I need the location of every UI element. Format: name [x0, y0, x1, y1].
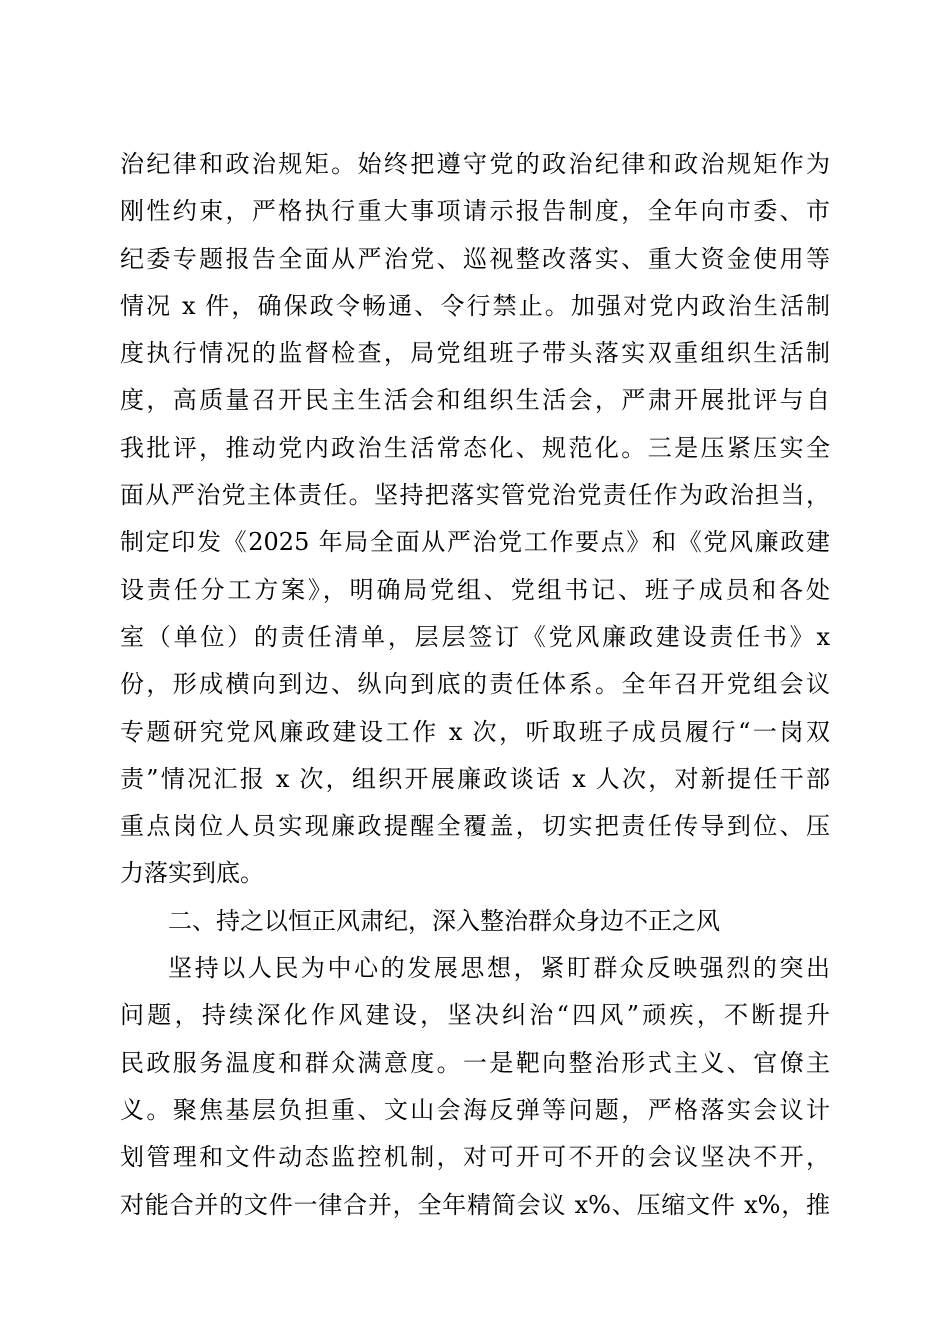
section-heading: 二、持之以恒正风肃纪，深入整治群众身边不正之风 [168, 906, 720, 935]
body-line: 度，高质量召开民主生活会和组织生活会，严肃开展批评与自 [120, 386, 830, 415]
paragraph-end-line: 力落实到底。 [120, 859, 264, 888]
body-line: 刚性约束，严格执行重大事项请示报告制度，全年向市委、市 [120, 197, 830, 226]
body-line: 份，形成横向到边、纵向到底的责任体系。全年召开党组会议 [120, 670, 830, 699]
body-line: 责”情况汇报 x 次，组织开展廉政谈话 x 人次，对新提任干部 [120, 764, 830, 793]
body-line: 划管理和文件动态监控机制，对可开可不开的会议坚决不开， [120, 1143, 830, 1172]
body-line: 对能合并的文件一律合并，全年精简会议 x%、压缩文件 x%，推 [120, 1190, 830, 1219]
body-line: 室（单位）的责任清单，层层签订《党风廉政建设责任书》x [120, 622, 830, 651]
body-line: 制定印发《2025 年局全面从严治党工作要点》和《党风廉政建 [120, 528, 830, 557]
body-line: 民政服务温度和群众满意度。一是靶向整治形式主义、官僚主 [120, 1048, 830, 1077]
body-line: 专题研究党风廉政建设工作 x 次，听取班子成员履行“一岗双 [120, 717, 830, 746]
body-line: 义。聚焦基层负担重、文山会海反弹等问题，严格落实会议计 [120, 1095, 830, 1124]
body-line: 情况 x 件，确保政令畅通、令行禁止。加强对党内政治生活制 [120, 291, 830, 320]
paragraph-first-line: 坚持以人民为中心的发展思想，紧盯群众反映强烈的突出 [168, 954, 830, 983]
body-line: 面从严治党主体责任。坚持把落实管党治党责任作为政治担当， [120, 481, 830, 510]
body-line: 我批评，推动党内政治生活常态化、规范化。三是压紧压实全 [120, 433, 830, 462]
body-line: 问题，持续深化作风建设，坚决纠治“四风”顽疾，不断提升 [120, 1001, 830, 1030]
document-body [120, 141, 830, 1229]
body-line: 重点岗位人员实现廉政提醒全覆盖，切实把责任传导到位、压 [120, 812, 830, 841]
body-line: 治纪律和政治规矩。始终把遵守党的政治纪律和政治规矩作为 [120, 150, 830, 178]
body-line: 设责任分工方案》，明确局党组、党组书记、班子成员和各处 [120, 575, 830, 604]
body-line: 度执行情况的监督检查，局党组班子带头落实双重组织生活制 [120, 339, 830, 368]
body-line: 纪委专题报告全面从严治党、巡视整改落实、重大资金使用等 [120, 244, 830, 273]
